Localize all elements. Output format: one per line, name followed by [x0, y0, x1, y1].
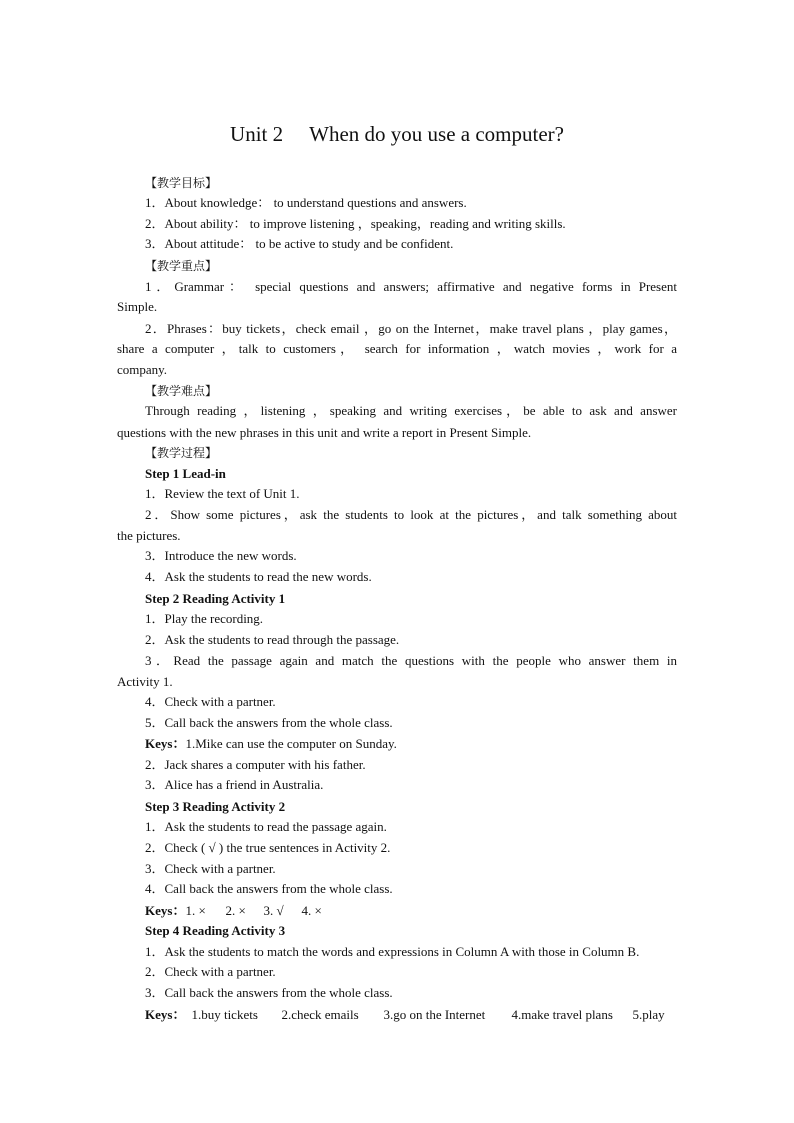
step-item: 3．Call back the answers from the whole class. — [145, 985, 393, 1000]
key-point-phrases-end: company. — [117, 362, 168, 377]
step-item: 2．Check ( √ ) the true sentences in Activity 2. — [145, 840, 391, 855]
keys-line: Keys： 1.buy tickets 2.check emails 3.go on the Internet 4.make travel plans 5.play — [145, 1007, 665, 1022]
step-item: 2．Show some pictures，ask the students to look at the pictures，and talk something about — [145, 507, 677, 522]
step-item: 4．Ask the students to read the new words. — [145, 569, 372, 584]
step-item: 4．Call back the answers from the whole class. — [145, 881, 393, 896]
step4-heading: Step 4 Reading Activity 3 — [145, 923, 286, 938]
page-title — [0, 122, 794, 147]
section-difficulties: 【教学难点】 — [145, 384, 218, 398]
step-item: 1．Ask the students to read the passage again. — [145, 819, 387, 834]
section-process: 【教学过程】 — [145, 446, 218, 460]
step-item: 4．Check with a partner. — [145, 694, 276, 709]
step1-heading: Step 1 Lead-in — [145, 466, 226, 481]
step-item: 3．Introduce the new words. — [145, 548, 297, 563]
section-key-points: 【教学重点】 — [145, 259, 218, 273]
keys-line: Keys：1.Mike can use the computer on Sunday. — [145, 736, 397, 751]
step-item-cont: the pictures. — [117, 528, 181, 543]
keys-label: Keys： — [145, 736, 186, 751]
key-point-phrases: 2．Phrases：buy tickets，check email ，go on the Internet，make travel plans ，play games， — [145, 321, 677, 336]
difficulties-text-cont: questions with the new phrases in this unit and write a report in Present Simple. — [117, 425, 532, 440]
step-item: 1．Ask the students to match the words and expressions in Column A with those in Column B. — [145, 944, 640, 959]
step2-heading: Step 2 Reading Activity 1 — [145, 591, 286, 606]
difficulties-text: Through reading ，listening ，speaking and writing exercises，be able to ask and answer — [145, 403, 677, 418]
step-item: 1．Play the recording. — [145, 611, 264, 626]
step-item: 2．Check with a partner. — [145, 964, 276, 979]
keys-label: Keys： — [145, 903, 186, 918]
keys-line: 3．Alice has a friend in Australia. — [145, 777, 324, 792]
step-item: 2．Ask the students to read through the passage. — [145, 632, 400, 647]
title-unit: Unit 2 — [230, 122, 284, 146]
step-item: 5．Call back the answers from the whole class. — [145, 715, 393, 730]
objective-item: 3．About attitude： to be active to study and be confident. — [145, 236, 454, 251]
keys-label: Keys： — [145, 1007, 186, 1022]
key-point-grammar-cont: Simple. — [117, 299, 158, 314]
step-item: 3．Check with a partner. — [145, 861, 276, 876]
step3-heading: Step 3 Reading Activity 2 — [145, 799, 286, 814]
key-point-grammar: 1．Grammar： special questions and answers; affirmative and negative forms in Present — [145, 279, 677, 294]
title-text: When do you use a computer? — [309, 122, 564, 146]
step-item-cont: Activity 1. — [117, 674, 173, 689]
objective-item: 1．About knowledge： to understand questions and answers. — [145, 195, 467, 210]
section-objectives: 【教学目标】 — [145, 176, 218, 190]
keys-line: Keys：1. × 2. × 3. √ 4. × — [145, 903, 322, 918]
objective-item: 2．About ability： to improve listening ，speaking，reading and writing skills. — [145, 216, 566, 231]
step-item: 1．Review the text of Unit 1. — [145, 486, 300, 501]
key-point-phrases-cont: share a computer ，talk to customers， search for information ，watch movies ，work for a — [117, 341, 677, 356]
step-item: 3．Read the passage again and match the questions with the people who answer them in — [145, 653, 677, 668]
keys-line: 2．Jack shares a computer with his father. — [145, 757, 366, 772]
